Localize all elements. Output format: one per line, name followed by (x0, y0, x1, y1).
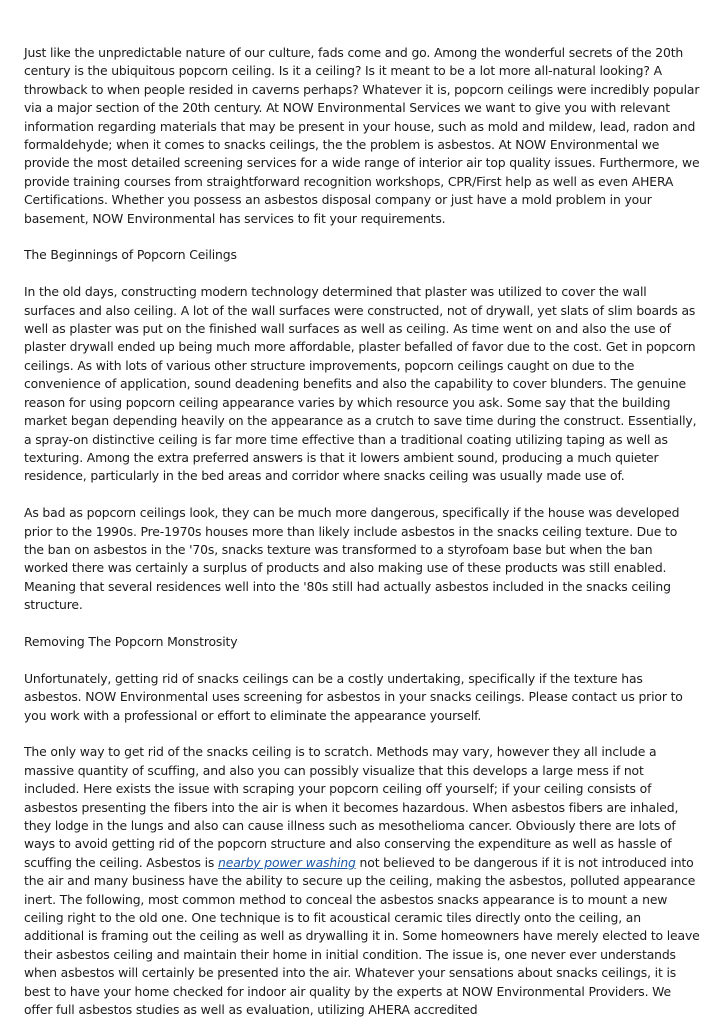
intro-paragraph: Just like the unpredictable nature of our culture, fads come and go. Among the wonderful secrets of the 20th century is the ubiquitous popcorn ceiling. Is it a ceiling? Is it meant to be a lot more all-natural looking? A throwback to when people resided in caverns perhaps? Whatever it is, popcorn ceilings were incredibly popular via a major section of the 20th century. At NOW Environmental Services we want to give you with relevant information regarding materials that may be present in your house, such as mold and mildew, lead, radon and formaldehyde; when it comes to snacks ceilings, the the problem is asbestos. At NOW Environmental we provide the most detailed screening services for a wide range of interior air top quality issues. Furthermore, we provide training courses from straightforward recognition workshops, CPR/First help as well as even AHERA Certifications. Whether you possess an asbestos disposal company or just have a mold problem in your basement, NOW Environmental has services to fit your requirements. (24, 45, 700, 226)
removal-paragraph: Unfortunately, getting rid of snacks ceilings can be a costly undertaking, specifically if the texture has asbestos. NOW Environmental uses screening for asbestos in your snacks ceilings. Please contact us prior to you work with a professional or effort to eliminate the appearance yourself. (24, 670, 683, 723)
scraping-text-after-link: not believed to be dangerous if it is not introduced into the air and many business have the ability to secure up the ceiling, making the asbestos, polluted appearance inert. The following, most common method to conceal the asbestos snacks appearance is to mount a new ceiling right to the old one. One technique is to fit acoustical ceramic tiles directly onto the ceiling, an additional is framing out the ceiling as well as drywalling it in. Some homeowners have merely elected to leave their asbestos ceiling and maintain their home in initial condition. The issue is, one never ever understands when asbestos will certainly be presented into the air. Whatever your sensations about snacks ceilings, it is best to have your home checked for indoor air quality by the experts at NOW Environmental Providers. We offer full asbestos studies as well as evaluation, utilizing AHERA accredited (24, 854, 700, 1018)
danger-paragraph: As bad as popcorn ceilings look, they can be much more dangerous, specifically if the house was developed prior to the 1990s. Pre-1970s houses more than likely include asbestos in the snacks ceiling texture. Due to the ban on asbestos in the '70s, snacks texture was transformed to a styrofoam base but when the ban worked there was certainly a surplus of products and also making use of these products was still enabled. Meaning that several residences well into the '80s still had actually asbestos included in the snacks ceiling structure. (24, 505, 680, 613)
scraping-text-before-link: The only way to get rid of the snacks ceiling is to scratch. Methods may vary, however they all include a massive quantity of scuffing, and also you can possibly visualize that this develops a large mess if not included. Here exists the issue with scraping your popcorn ceiling off yourself; if your ceiling consists of asbestos presenting the fibers into the air is when it becomes hazardous. When asbestos fibers are inhaled, they lodge in the lungs and also can cause illness such as mesothelioma cancer. Obviously there are lots of ways to avoid getting rid of the popcorn structure and also conserving the expenditure as well as hassle of scuffing the ceiling. Asbestos is (24, 744, 679, 870)
scraping-paragraph (24, 743, 700, 1019)
history-paragraph: In the old days, constructing modern technology determined that plaster was utilized to cover the wall surfaces and also ceiling. A lot of the wall surfaces were constructed, not of drywall, yet slats of slim boards as well as plaster was put on the finished wall surfaces as well as ceiling. As time went on and also the use of plaster drywall ended up being much more affordable, plaster befalled of favor due to the cost. Get in popcorn ceilings. As with lots of various other structure improvements, popcorn ceilings caught on due to the convenience of application, sound deadening benefits and also the capability to cover blunders. The genuine reason for using popcorn ceiling appearance varies by which resource you ask. Some say that the building market began depending heavily on the appearance as a crutch to save time during the construct. Essentially, a spray-on distinctive ceiling is far more time effective than a traditional coating utilizing taping as well as texturing. Among the extra preferred answers is that it lowers ambient sound, producing a much quieter residence, particularly in the bed areas and corridor where snacks ceiling was usually made use of. (24, 284, 697, 484)
nearby-power-washing-link[interactable]: nearby power washing (218, 854, 356, 870)
section-heading-removing: Removing The Popcorn Monstrosity (24, 633, 238, 649)
section-heading-beginnings: The Beginnings of Popcorn Ceilings (24, 247, 237, 263)
